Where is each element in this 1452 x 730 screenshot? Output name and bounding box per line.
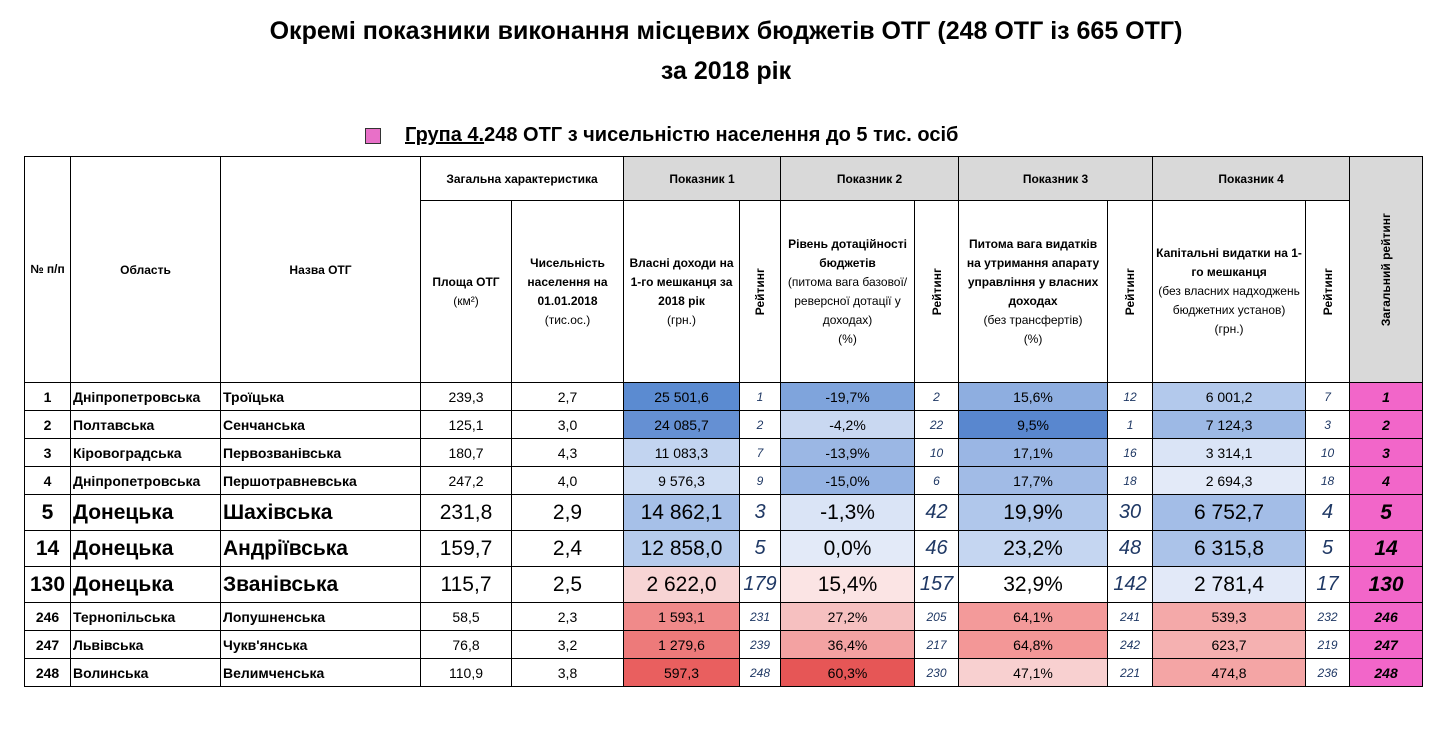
row-population: 2,3 bbox=[512, 603, 624, 631]
row-admin-share: 64,1% bbox=[959, 603, 1108, 631]
row-area: 110,9 bbox=[421, 659, 512, 687]
row-oblast: Донецька bbox=[71, 567, 221, 603]
group-legend bbox=[365, 124, 958, 147]
row-subsidy-level: -13,9% bbox=[781, 439, 915, 467]
row-population: 3,2 bbox=[512, 631, 624, 659]
row-own-income: 25 501,6 bbox=[624, 383, 740, 411]
col-header-rating3 bbox=[1108, 201, 1153, 383]
pop-title: Чисельність населення на 01.01.2018 bbox=[527, 255, 608, 308]
table-row bbox=[25, 495, 1423, 531]
row-rating1: 9 bbox=[740, 467, 781, 495]
row-oblast: Дніпропетровська bbox=[71, 467, 221, 495]
col-header-c4 bbox=[1153, 201, 1306, 383]
row-admin-share: 17,1% bbox=[959, 439, 1108, 467]
row-overall-rating: 5 bbox=[1350, 495, 1423, 531]
col-header-general: Загальна характеристика bbox=[421, 157, 624, 201]
col-header-c2 bbox=[781, 201, 915, 383]
row-rating3: 1 bbox=[1108, 411, 1153, 439]
row-oblast: Дніпропетровська bbox=[71, 383, 221, 411]
row-rating3: 18 bbox=[1108, 467, 1153, 495]
row-rating4: 7 bbox=[1306, 383, 1350, 411]
row-rating2: 42 bbox=[915, 495, 959, 531]
row-capital-exp: 6 001,2 bbox=[1153, 383, 1306, 411]
row-overall-rating: 2 bbox=[1350, 411, 1423, 439]
row-subsidy-level: -15,0% bbox=[781, 467, 915, 495]
row-rating1: 231 bbox=[740, 603, 781, 631]
row-num: 5 bbox=[25, 495, 71, 531]
row-rating1: 179 bbox=[740, 567, 781, 603]
col-header-pop bbox=[512, 201, 624, 383]
row-num: 246 bbox=[25, 603, 71, 631]
row-subsidy-level: 36,4% bbox=[781, 631, 915, 659]
row-admin-share: 23,2% bbox=[959, 531, 1108, 567]
group-text: 248 ОТГ з чисельністю населення до 5 тис. осіб bbox=[484, 124, 959, 146]
c4-title: Капітальні видатки на 1-го мешканця bbox=[1156, 246, 1302, 279]
row-own-income: 11 083,3 bbox=[624, 439, 740, 467]
row-name: Андріївська bbox=[221, 531, 421, 567]
row-rating2: 6 bbox=[915, 467, 959, 495]
row-subsidy-level: -4,2% bbox=[781, 411, 915, 439]
row-rating4: 232 bbox=[1306, 603, 1350, 631]
col-header-rating2 bbox=[915, 201, 959, 383]
group-color-swatch bbox=[365, 128, 381, 144]
row-rating2: 2 bbox=[915, 383, 959, 411]
row-own-income: 9 576,3 bbox=[624, 467, 740, 495]
row-admin-share: 9,5% bbox=[959, 411, 1108, 439]
row-area: 231,8 bbox=[421, 495, 512, 531]
row-name: Троїцька bbox=[221, 383, 421, 411]
col-header-ind1: Показник 1 bbox=[624, 157, 781, 201]
row-name: Сенчанська bbox=[221, 411, 421, 439]
row-rating1: 1 bbox=[740, 383, 781, 411]
table-row bbox=[25, 531, 1423, 567]
row-population: 3,8 bbox=[512, 659, 624, 687]
c4-note: (без власних надходжень бюджетних установ) bbox=[1158, 284, 1300, 317]
c3-title: Питома вага видатків на утримання апарату управління у власних доходах bbox=[966, 236, 1100, 308]
rating3-label: Рейтинг bbox=[1123, 267, 1138, 316]
row-rating2: 217 bbox=[915, 631, 959, 659]
row-subsidy-level: 27,2% bbox=[781, 603, 915, 631]
row-own-income: 24 085,7 bbox=[624, 411, 740, 439]
c2-title: Рівень дотаційності бюджетів bbox=[788, 236, 907, 270]
row-rating4: 5 bbox=[1306, 531, 1350, 567]
row-subsidy-level: 0,0% bbox=[781, 531, 915, 567]
c1-unit: (грн.) bbox=[666, 312, 696, 327]
row-rating2: 22 bbox=[915, 411, 959, 439]
row-area: 58,5 bbox=[421, 603, 512, 631]
row-num: 1 bbox=[25, 383, 71, 411]
row-rating2: 10 bbox=[915, 439, 959, 467]
row-population: 2,9 bbox=[512, 495, 624, 531]
overall-rating-label: Загальний рейтинг bbox=[1379, 212, 1394, 327]
table-row bbox=[25, 603, 1423, 631]
row-rating2: 157 bbox=[915, 567, 959, 603]
row-rating3: 30 bbox=[1108, 495, 1153, 531]
row-overall-rating: 4 bbox=[1350, 467, 1423, 495]
c2-unit: (%) bbox=[838, 331, 857, 346]
table-row bbox=[25, 659, 1423, 687]
row-own-income: 12 858,0 bbox=[624, 531, 740, 567]
row-rating3: 242 bbox=[1108, 631, 1153, 659]
col-header-c1 bbox=[624, 201, 740, 383]
row-num: 248 bbox=[25, 659, 71, 687]
row-area: 125,1 bbox=[421, 411, 512, 439]
row-own-income: 2 622,0 bbox=[624, 567, 740, 603]
row-rating3: 12 bbox=[1108, 383, 1153, 411]
row-subsidy-level: -19,7% bbox=[781, 383, 915, 411]
row-subsidy-level: -1,3% bbox=[781, 495, 915, 531]
rating4-label: Рейтинг bbox=[1320, 267, 1335, 316]
row-capital-exp: 3 314,1 bbox=[1153, 439, 1306, 467]
budget-indicators-table bbox=[24, 156, 1423, 687]
row-oblast: Тернопільська bbox=[71, 603, 221, 631]
row-capital-exp: 539,3 bbox=[1153, 603, 1306, 631]
rating2-label: Рейтинг bbox=[929, 267, 944, 316]
c1-title: Власні доходи на 1-го мешканця за 2018 рік bbox=[629, 255, 734, 308]
row-rating4: 17 bbox=[1306, 567, 1350, 603]
row-population: 3,0 bbox=[512, 411, 624, 439]
c3-unit: (%) bbox=[1023, 331, 1043, 346]
row-capital-exp: 6 752,7 bbox=[1153, 495, 1306, 531]
c2-note: (питома вага базової/ реверсної дотації у доходах) bbox=[787, 274, 908, 327]
group-label: Група 4. bbox=[405, 124, 485, 146]
row-rating4: 219 bbox=[1306, 631, 1350, 659]
row-rating3: 48 bbox=[1108, 531, 1153, 567]
row-admin-share: 32,9% bbox=[959, 567, 1108, 603]
table-row bbox=[25, 467, 1423, 495]
row-rating4: 3 bbox=[1306, 411, 1350, 439]
row-admin-share: 17,7% bbox=[959, 467, 1108, 495]
row-rating1: 7 bbox=[740, 439, 781, 467]
row-capital-exp: 7 124,3 bbox=[1153, 411, 1306, 439]
row-population: 2,5 bbox=[512, 567, 624, 603]
row-num: 130 bbox=[25, 567, 71, 603]
table-row bbox=[25, 567, 1423, 603]
row-admin-share: 15,6% bbox=[959, 383, 1108, 411]
row-subsidy-level: 60,3% bbox=[781, 659, 915, 687]
col-header-area bbox=[421, 201, 512, 383]
table-row bbox=[25, 439, 1423, 467]
row-area: 239,3 bbox=[421, 383, 512, 411]
row-area: 247,2 bbox=[421, 467, 512, 495]
report-title: Окремі показники виконання місцевих бюджетів ОТГ (248 ОТГ із 665 ОТГ) bbox=[269, 17, 1183, 45]
row-rating3: 16 bbox=[1108, 439, 1153, 467]
row-rating1: 5 bbox=[740, 531, 781, 567]
row-area: 159,7 bbox=[421, 531, 512, 567]
row-overall-rating: 246 bbox=[1350, 603, 1423, 631]
row-overall-rating: 247 bbox=[1350, 631, 1423, 659]
row-name: Званівська bbox=[221, 567, 421, 603]
row-rating2: 205 bbox=[915, 603, 959, 631]
pop-unit: (тис.ос.) bbox=[544, 312, 591, 327]
col-header-ind4: Показник 4 bbox=[1153, 157, 1350, 201]
c4-unit: (грн.) bbox=[1214, 322, 1244, 336]
row-capital-exp: 474,8 bbox=[1153, 659, 1306, 687]
row-rating1: 3 bbox=[740, 495, 781, 531]
col-header-num: № п/п bbox=[25, 157, 71, 383]
row-capital-exp: 6 315,8 bbox=[1153, 531, 1306, 567]
row-population: 4,3 bbox=[512, 439, 624, 467]
row-population: 2,4 bbox=[512, 531, 624, 567]
row-subsidy-level: 15,4% bbox=[781, 567, 915, 603]
col-header-ind3: Показник 3 bbox=[959, 157, 1153, 201]
row-rating3: 241 bbox=[1108, 603, 1153, 631]
row-name: Чукв'янська bbox=[221, 631, 421, 659]
col-header-c3 bbox=[959, 201, 1108, 383]
area-unit: (км²) bbox=[453, 293, 479, 308]
row-rating3: 221 bbox=[1108, 659, 1153, 687]
row-capital-exp: 2 781,4 bbox=[1153, 567, 1306, 603]
rating1-label: Рейтинг bbox=[753, 267, 767, 316]
row-rating4: 10 bbox=[1306, 439, 1350, 467]
row-overall-rating: 130 bbox=[1350, 567, 1423, 603]
row-oblast: Донецька bbox=[71, 531, 221, 567]
table-row bbox=[25, 383, 1423, 411]
col-header-ind2: Показник 2 bbox=[781, 157, 959, 201]
row-name: Первозванівська bbox=[221, 439, 421, 467]
row-name: Шахівська bbox=[221, 495, 421, 531]
row-own-income: 1 279,6 bbox=[624, 631, 740, 659]
row-own-income: 1 593,1 bbox=[624, 603, 740, 631]
row-name: Велимченська bbox=[221, 659, 421, 687]
c3-note: (без трансфертів) bbox=[983, 312, 1083, 327]
col-header-overall bbox=[1350, 157, 1423, 383]
col-header-rating4 bbox=[1306, 201, 1350, 383]
row-area: 180,7 bbox=[421, 439, 512, 467]
row-rating3: 142 bbox=[1108, 567, 1153, 603]
table-row bbox=[25, 631, 1423, 659]
row-admin-share: 19,9% bbox=[959, 495, 1108, 531]
row-area: 76,8 bbox=[421, 631, 512, 659]
row-oblast: Волинська bbox=[71, 659, 221, 687]
row-num: 14 bbox=[25, 531, 71, 567]
report-subtitle: за 2018 рік bbox=[660, 57, 792, 85]
row-oblast: Полтавська bbox=[71, 411, 221, 439]
row-population: 4,0 bbox=[512, 467, 624, 495]
col-header-rating1 bbox=[740, 201, 781, 383]
row-oblast: Донецька bbox=[71, 495, 221, 531]
row-admin-share: 47,1% bbox=[959, 659, 1108, 687]
row-overall-rating: 1 bbox=[1350, 383, 1423, 411]
row-capital-exp: 2 694,3 bbox=[1153, 467, 1306, 495]
row-num: 3 bbox=[25, 439, 71, 467]
row-capital-exp: 623,7 bbox=[1153, 631, 1306, 659]
row-rating1: 239 bbox=[740, 631, 781, 659]
row-overall-rating: 3 bbox=[1350, 439, 1423, 467]
row-rating2: 46 bbox=[915, 531, 959, 567]
row-admin-share: 64,8% bbox=[959, 631, 1108, 659]
area-title: Площа ОТГ bbox=[432, 274, 500, 289]
row-rating4: 4 bbox=[1306, 495, 1350, 531]
row-oblast: Кіровоградська bbox=[71, 439, 221, 467]
row-oblast: Львівська bbox=[71, 631, 221, 659]
row-own-income: 597,3 bbox=[624, 659, 740, 687]
row-num: 2 bbox=[25, 411, 71, 439]
row-rating4: 236 bbox=[1306, 659, 1350, 687]
row-overall-rating: 248 bbox=[1350, 659, 1423, 687]
row-name: Лопушненська bbox=[221, 603, 421, 631]
row-own-income: 14 862,1 bbox=[624, 495, 740, 531]
row-population: 2,7 bbox=[512, 383, 624, 411]
row-rating4: 18 bbox=[1306, 467, 1350, 495]
table-row bbox=[25, 411, 1423, 439]
col-header-oblast: Область bbox=[71, 157, 221, 383]
row-area: 115,7 bbox=[421, 567, 512, 603]
row-rating1: 2 bbox=[740, 411, 781, 439]
row-num: 247 bbox=[25, 631, 71, 659]
row-rating1: 248 bbox=[740, 659, 781, 687]
row-num: 4 bbox=[25, 467, 71, 495]
col-header-name: Назва ОТГ bbox=[221, 157, 421, 383]
row-name: Першотравневська bbox=[221, 467, 421, 495]
row-rating2: 230 bbox=[915, 659, 959, 687]
row-overall-rating: 14 bbox=[1350, 531, 1423, 567]
